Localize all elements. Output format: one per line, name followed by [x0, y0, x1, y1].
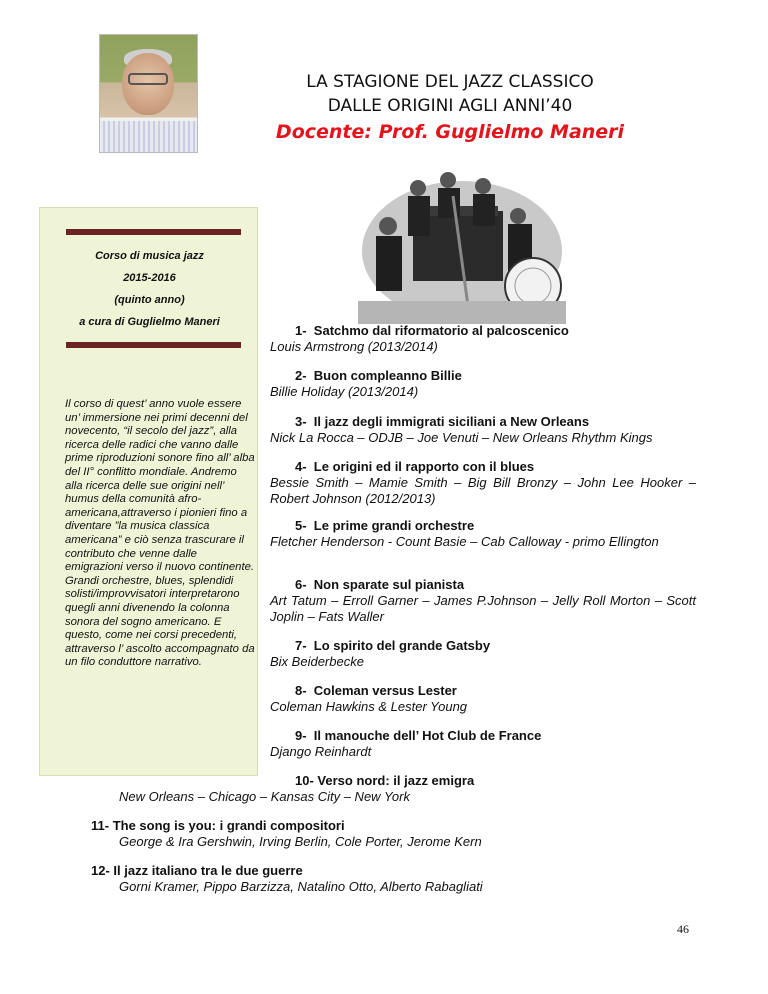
- lesson-item: [270, 414, 652, 446]
- lesson-item: [270, 683, 467, 715]
- course-subtitle: DALLE ORIGINI AGLI ANNI’40: [327, 96, 573, 116]
- lesson-item: [119, 773, 474, 805]
- lesson-title: Non sparate sul pianista: [313, 577, 465, 592]
- lesson-title: Coleman versus Lester: [313, 683, 457, 698]
- lesson-item: [91, 818, 482, 850]
- lesson-number: 2-: [295, 368, 307, 383]
- lesson-item: [270, 459, 696, 507]
- lesson-title: Le origini ed il rapporto con il blues: [313, 459, 535, 474]
- lesson-title: Il manouche dell’ Hot Club de France: [313, 728, 542, 743]
- lesson-number: 10-: [295, 773, 314, 788]
- lesson-number: 6-: [295, 577, 307, 592]
- lesson-number: 12-: [91, 863, 110, 878]
- teacher-photo: [99, 34, 198, 153]
- lesson-number: 9-: [295, 728, 307, 743]
- lesson-title: Buon compleanno Billie: [313, 368, 462, 383]
- course-curator: a cura di Guglielmo Maneri: [79, 316, 220, 328]
- lesson-subtitle: Louis Armstrong (2013/2014): [270, 339, 438, 354]
- lesson-title: The song is you: i grandi compositori: [112, 818, 345, 833]
- page-number: 46: [677, 922, 689, 936]
- lesson-subtitle: Billie Holiday (2013/2014): [270, 384, 419, 399]
- lesson-title: Il jazz degli immigrati siciliani a New Orleans: [313, 414, 590, 429]
- lesson-item: [270, 368, 462, 400]
- lesson-item: [270, 638, 490, 670]
- course-description: Il corso di quest’ anno vuole essere un’ immersione nei primi decenni del novecento, “il secolo del jazz”, alla ricerca delle radici che vanno dalle prime riproduzioni sonore fino all’ alba del II° conflitto mondiale. Andremo alla ricerca delle sue origini nell’ humus della comunità afro-americana,attraverso i pionieri fino a diventare ”la musica classica americana” e ciò senza trascurare il contributo che venne dalle emigrazioni verso il nuovo continente. Grandi orchestre, blues, splendidi solisti/improvvisatori interpretarono quegli anni divenendo la colonna sonora del sogno americano. E questo, come nei corsi precedenti, attraverso l’ ascolto accompagnato da un filo conduttore narrativo.: [65, 398, 255, 669]
- lesson-number: 5-: [295, 518, 307, 533]
- sidebar-divider-top: [66, 229, 241, 235]
- lesson-title: Le prime grandi orchestre: [313, 518, 475, 533]
- lesson-title: Il jazz italiano tra le due guerre: [113, 863, 303, 878]
- lesson-item: [270, 518, 696, 550]
- sidebar-divider-bottom: [66, 342, 241, 348]
- course-edition: (quinto anno): [114, 294, 185, 306]
- lesson-number: 1-: [295, 323, 307, 338]
- lesson-title: Satchmo dal riformatorio al palcoscenico: [313, 323, 569, 338]
- course-years: 2015-2016: [123, 272, 176, 284]
- lesson-subtitle: Bessie Smith – Mamie Smith – Big Bill Bronzy – John Lee Hooker – Robert Johnson (2012/2013): [270, 475, 696, 506]
- course-label: Corso di musica jazz: [95, 250, 204, 262]
- lesson-number: 11-: [91, 818, 110, 833]
- lesson-item: [270, 323, 569, 355]
- lesson-title: Verso nord: il jazz emigra: [317, 773, 475, 788]
- course-info-sidebar: [39, 207, 258, 776]
- lesson-subtitle: Django Reinhardt: [270, 744, 372, 759]
- lesson-subtitle: Nick La Rocca – ODJB – Joe Venuti – New Orleans Rhythm Kings: [270, 430, 653, 445]
- lesson-subtitle: Coleman Hawkins & Lester Young: [270, 699, 468, 714]
- lesson-number: 7-: [295, 638, 307, 653]
- page-header: [200, 70, 700, 145]
- lesson-item: [91, 863, 483, 895]
- lesson-subtitle: Bix Beiderbecke: [270, 654, 364, 669]
- lesson-subtitle: Gorni Kramer, Pippo Barzizza, Natalino Otto, Alberto Rabagliati: [119, 879, 483, 894]
- lesson-subtitle: Art Tatum – Erroll Garner – James P.Johnson – Jelly Roll Morton – Scott Joplin – Fats Waller: [270, 593, 696, 624]
- lesson-number: 8-: [295, 683, 307, 698]
- course-title: LA STAGIONE DEL JAZZ CLASSICO: [306, 72, 594, 92]
- teacher-name: Docente: Prof. Guglielmo Maneri: [275, 121, 625, 143]
- lesson-subtitle: Fletcher Henderson - Count Basie – Cab Calloway - primo Ellington: [270, 534, 659, 549]
- lesson-number: 4-: [295, 459, 307, 474]
- lesson-subtitle: New Orleans – Chicago – Kansas City – New York: [119, 789, 410, 804]
- lesson-title: Lo spirito del grande Gatsby: [313, 638, 491, 653]
- lesson-item: [270, 728, 541, 760]
- jazz-band-photo: [358, 156, 566, 324]
- lesson-subtitle: George & Ira Gershwin, Irving Berlin, Cole Porter, Jerome Kern: [119, 834, 482, 849]
- lesson-number: 3-: [295, 414, 307, 429]
- lesson-item: [270, 577, 696, 625]
